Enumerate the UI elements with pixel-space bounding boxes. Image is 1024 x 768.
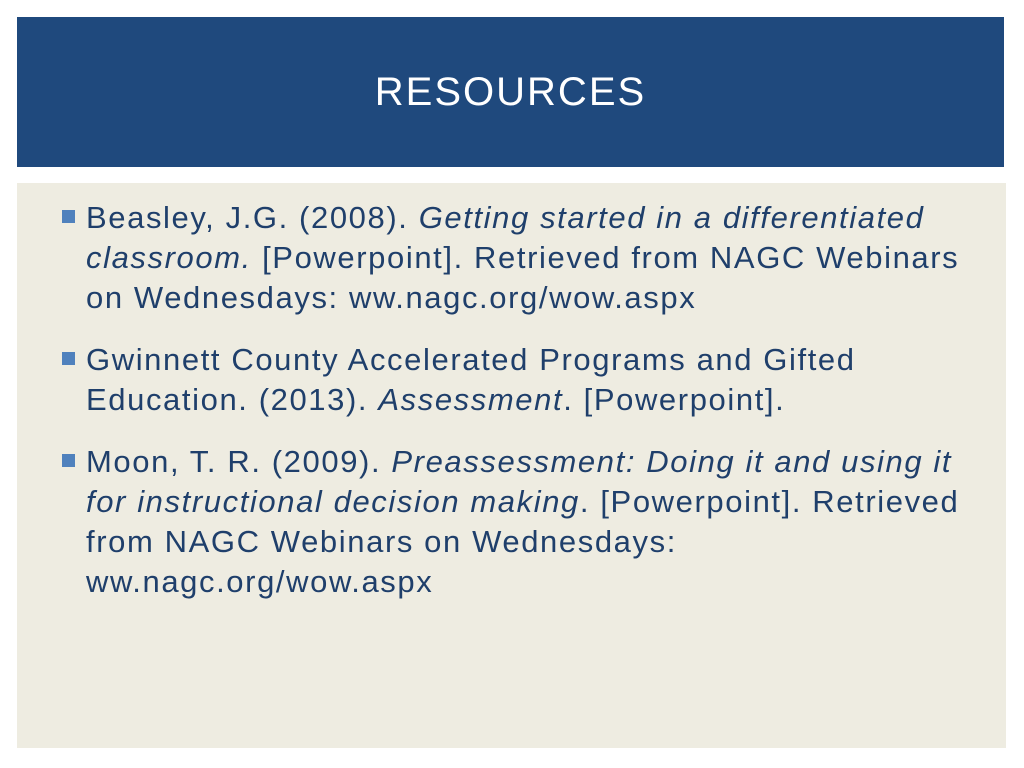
reference-text: Gwinnett County Accelerated Programs and Gifted Education. (2013). xyxy=(86,342,856,417)
reference-title: Assessment xyxy=(378,382,564,417)
reference-title: Getting started in a differentiated classroom. xyxy=(86,200,925,275)
square-bullet-icon xyxy=(62,352,75,365)
square-bullet-icon xyxy=(62,454,75,467)
reference-item-moon xyxy=(60,442,960,602)
reference-text: . [Powerpoint]. xyxy=(563,382,786,417)
reference-list xyxy=(60,198,960,624)
reference-text: . [Powerpoint]. Retrieved from NAGC Webinars on Wednesdays: ww.nagc.org/wow.aspx xyxy=(86,484,960,599)
content-panel xyxy=(17,183,1006,748)
reference-text: Beasley, J.G. (2008). xyxy=(86,200,419,235)
reference-item-beasley xyxy=(60,198,960,318)
reference-text: [Powerpoint]. Retrieved from NAGC Webinars on Wednesdays: ww.nagc.org/wow.aspx xyxy=(86,240,960,315)
reference-text: Moon, T. R. (2009). xyxy=(86,444,392,479)
title-bar xyxy=(17,17,1004,167)
reference-item-gwinnett xyxy=(60,340,960,420)
slide-title: RESOURCES xyxy=(374,70,647,114)
reference-title: Preassessment: Doing it and using it for instructional decision making xyxy=(86,444,953,519)
square-bullet-icon xyxy=(62,210,75,223)
